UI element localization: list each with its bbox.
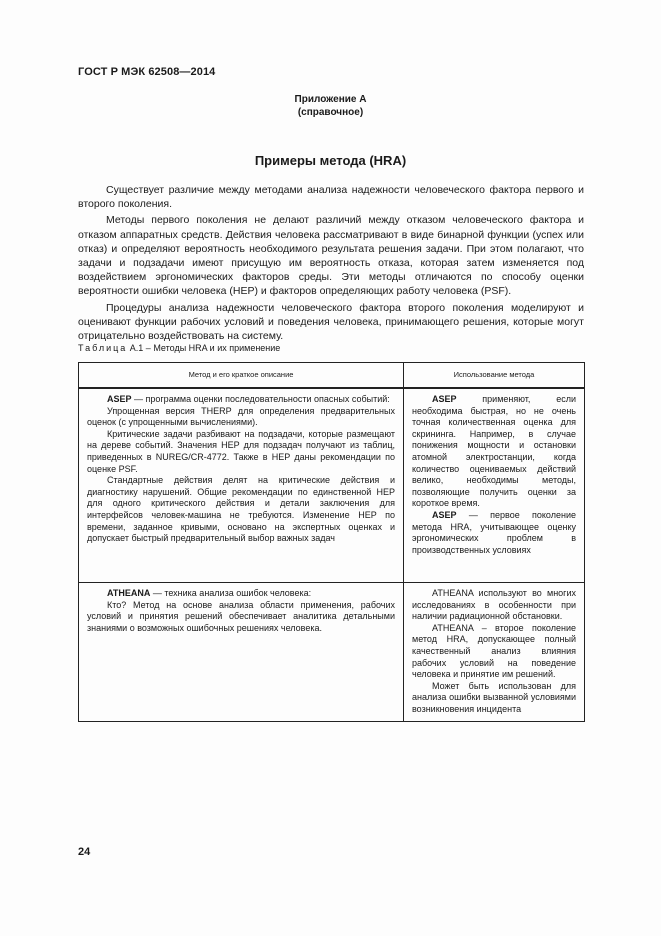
table-cell-usage bbox=[404, 388, 585, 583]
cell-paragraph: Может быть использован для анализа ошибки вызванной условиями возникновения инцидента bbox=[412, 680, 576, 714]
paragraph: Существует различие между методами анализа надежности человеческого фактора первого и второго поколения. bbox=[78, 184, 584, 211]
section-title: Примеры метода (HRA) bbox=[254, 153, 407, 168]
cell-paragraph bbox=[412, 510, 576, 556]
table-caption bbox=[78, 343, 280, 353]
page-number: 24 bbox=[78, 846, 91, 858]
cell-paragraph: Упрощенная версия THERP для определения предварительных оценок (с упрощенными вычислениями). bbox=[87, 405, 395, 428]
table-cell-usage bbox=[404, 583, 585, 722]
table-cell-method bbox=[79, 583, 404, 722]
cell-paragraph bbox=[87, 394, 395, 406]
cell-paragraph: Критические задачи разбивают на подзадачи, которые размещают на дереве событий. Значения HEP для подзадач получают из таблиц, приведенных в NUREG/CR-4772. Также в HEP даны рекомендации по оценке PSF. bbox=[87, 428, 395, 474]
method-name: ASEP bbox=[432, 509, 457, 520]
methods-table bbox=[78, 362, 585, 722]
cell-paragraph: Стандартные действия делят на критические действия и диагностику нарушений. Общие рекомендации по единственной HEP для одного критического действия и детали заключения для интерфейсов человек-машина не требуются. Изменение HEP по времени, заданное кривыми, основано на экспертных оценках и допускает быстрый предварительный выбор важных задач bbox=[87, 475, 395, 544]
cell-text: — техника анализа ошибок человека: bbox=[150, 588, 312, 598]
table-row bbox=[79, 583, 585, 722]
paragraph: Процедуры анализа надежности человеческого фактора второго поколения моделируют и оценивают функции рабочих условий и поведения человека, принимающего решения, которые могут отрицательно воздействовать на систему. bbox=[78, 301, 584, 343]
cell-paragraph: Кто? Метод на основе анализа области применения, рабочих условий и принятия решений обеспечивает аналитика детальными знаниями о возможных ошибочных решениях человека. bbox=[87, 599, 395, 633]
table-cell-method bbox=[79, 388, 404, 583]
paragraph: Методы первого поколения не делают различий между отказом человеческого фактора и отказом аппаратных средств. Действия человека рассматривают в виде бинарной функции (успех или отказ) и определяют вероятность необходимого результата решения задачи. При этом полагают, что задачи и подзадачи имеют присущую им вероятность отказа, которая затем изменяется под воздействием эргономических факторов среды. Эти методы отличаются по способу оценки вероятности ошибки человека (HEP) и факторов определяющих работу человека (PSF). bbox=[78, 214, 584, 298]
column-header-usage: Использование метода bbox=[404, 363, 585, 389]
cell-paragraph bbox=[412, 394, 576, 510]
method-name: ASEP bbox=[107, 394, 132, 404]
cell-paragraph: ATHEANA используют во многих исследованиях в особенности при наличии радиационной обстановки. bbox=[412, 588, 576, 622]
cell-text: применяют, если необходима быстрая, но не очень точная количественная оценка для скрининга. Например, в случае понижения мощности и остановки атомной электростанции, когда количество оцениваемых действий велико, необходимы методы, позволяющие получить оценки за короткое время. bbox=[412, 394, 576, 509]
table-caption-prefix: Таблица bbox=[78, 343, 128, 353]
cell-paragraph bbox=[87, 588, 395, 600]
method-name: ASEP bbox=[432, 394, 457, 404]
table-caption-text: А.1 – Методы HRA и их применение bbox=[127, 343, 281, 353]
table-header-row bbox=[79, 363, 585, 389]
cell-paragraph: ATHEANA – второе поколение метод HRA, допускающее полный качественный анализ влияния рабочих условий на поведение человека и принятие им решений. bbox=[412, 622, 576, 680]
table-row bbox=[79, 388, 585, 583]
cell-text: — программа оценки последовательности опасных событий: bbox=[131, 394, 390, 404]
body-text bbox=[78, 183, 584, 345]
cell-text: — первое поколение метода HRA, учитывающее оценку эргономических проблем в производственных условиях bbox=[412, 509, 576, 555]
document-code-header: ГОСТ Р МЭК 62508—2014 bbox=[78, 66, 216, 78]
appendix-title: Приложение А bbox=[294, 94, 367, 105]
method-name: ATHEANA bbox=[107, 588, 151, 598]
appendix-subtitle: (справочное) bbox=[297, 107, 364, 118]
column-header-method: Метод и его краткое описание bbox=[79, 363, 404, 389]
